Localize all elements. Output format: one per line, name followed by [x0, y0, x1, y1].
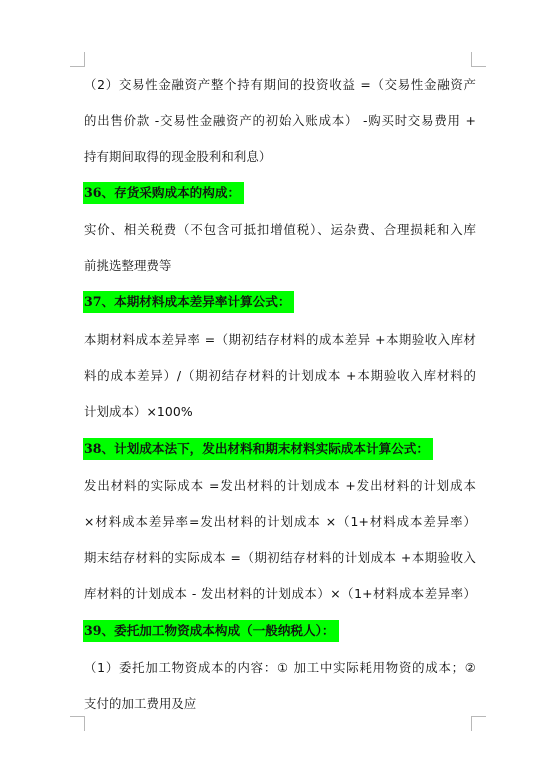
text-line: （2）交易性金融资产整个持有期间的投资收益 =（交易性金融资产	[84, 77, 476, 92]
text-line: 前挑选整理费等	[84, 258, 172, 273]
crop-mark-top-left	[70, 52, 85, 67]
section-heading-39: 39、委托加工物资成本构成（一般纳税人）：	[83, 620, 339, 642]
text-line: 期末结存材料的实际成本 =（期初结存材料的计划成本 +本期验收入	[84, 550, 476, 565]
text-line: （1）委托加工物资成本的内容：① 加工中实际耗用物资的成本；②	[84, 660, 476, 675]
text-line: 实价、相关税费（不包含可抵扣增值税）、运杂费、合理损耗和入库	[84, 222, 476, 237]
text-line: 本期材料成本差异率 =（期初结存材料的成本差异 +本期验收入库材	[84, 332, 476, 347]
crop-mark-bottom-left	[70, 716, 85, 731]
section-heading-38: 38、计划成本法下，发出材料和期末材料实际成本计算公式：	[83, 438, 433, 460]
text-line: 发出材料的实际成本 =发出材料的计划成本 +发出材料的计划成本	[84, 478, 476, 493]
text-line: 库材料的计划成本 - 发出材料的计划成本）×（1+材料成本差异率）	[84, 586, 476, 601]
text-line: 持有期间取得的现金股利和利息）	[84, 149, 272, 164]
section-heading-36: 36、存货采购成本的构成：	[83, 182, 244, 204]
section-heading-37: 37、本期材料成本差异率计算公式：	[83, 291, 294, 313]
crop-mark-top-right	[471, 52, 486, 67]
text-line: 料的成本差异）/（期初结存材料的计划成本 +本期验收入库材料的	[84, 368, 476, 383]
text-line: 的出售价款 -交易性金融资产的初始入账成本） -购买时交易费用 +	[84, 113, 476, 128]
text-line: ×材料成本差异率=发出材料的计划成本 ×（1+材料成本差异率）	[84, 514, 476, 529]
text-line: 支付的加工费用及应	[84, 696, 197, 711]
crop-mark-bottom-right	[471, 716, 486, 731]
text-line: 计划成本）×100%	[84, 404, 193, 419]
